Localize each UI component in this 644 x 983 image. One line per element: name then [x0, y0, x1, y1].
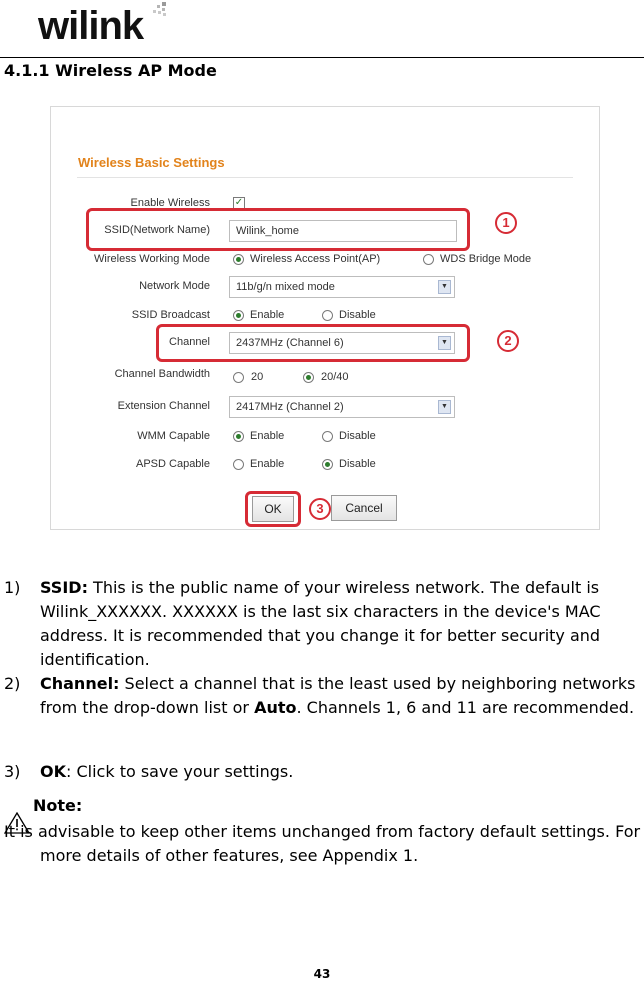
ssid-highlight	[86, 208, 470, 251]
term-channel: Channel:	[40, 674, 120, 693]
desc-ok: : Click to save your settings.	[66, 762, 294, 781]
network-mode-label: Network Mode	[139, 280, 210, 292]
wmm-row	[51, 426, 599, 448]
logo-wifi-dots-icon	[150, 2, 168, 20]
page-number: 43	[313, 967, 331, 981]
ext-channel-row	[51, 396, 599, 418]
logo-wordmark: wilink	[38, 4, 144, 48]
wmm-enable-radio[interactable]	[233, 431, 244, 442]
bandwidth-20-radio[interactable]	[233, 372, 244, 383]
marker-2: 2	[497, 330, 519, 352]
broadcast-enable-label: Enable	[250, 309, 285, 321]
enable-wireless-checkbox[interactable]: ✓	[234, 197, 244, 208]
section-title: 4.1.1 Wireless AP Mode	[4, 61, 217, 80]
header-divider	[0, 57, 644, 58]
bandwidth-2040-label: 20/40	[321, 371, 349, 383]
apsd-row	[51, 454, 599, 476]
apsd-disable-label: Disable	[339, 458, 376, 470]
list-number-1: 1)	[4, 578, 21, 597]
network-mode-value: 11b/g/n mixed mode	[236, 281, 335, 293]
network-mode-select[interactable]	[229, 276, 455, 298]
apsd-label: APSD Capable	[136, 458, 210, 470]
list-item-ok	[40, 760, 644, 784]
cancel-button[interactable]: Cancel	[331, 495, 397, 521]
list-number-2: 2)	[4, 674, 21, 693]
ext-channel-select[interactable]	[229, 396, 455, 418]
wireless-settings-title: Wireless Basic Settings	[78, 155, 225, 170]
ext-channel-label: Extension Channel	[117, 400, 210, 412]
broadcast-disable-label: Disable	[339, 309, 376, 321]
marker-1: 1	[495, 212, 517, 234]
wilink-logo	[38, 2, 168, 50]
list-number-3: 3)	[4, 762, 21, 781]
working-mode-row	[51, 249, 599, 271]
term-ssid: SSID:	[40, 578, 88, 597]
settings-screenshot	[50, 106, 600, 530]
chevron-down-icon: ▼	[438, 400, 451, 414]
title-divider	[77, 177, 573, 178]
apsd-enable-label: Enable	[250, 458, 285, 470]
broadcast-enable-radio[interactable]	[233, 310, 244, 321]
broadcast-disable-radio[interactable]	[322, 310, 333, 321]
ap-mode-label: Wireless Access Point(AP)	[250, 253, 381, 265]
bandwidth-label: Channel Bandwidth	[114, 368, 210, 380]
channel-label: Channel	[169, 336, 210, 348]
wds-mode-radio[interactable]	[423, 254, 434, 265]
term-ok: OK	[40, 762, 66, 781]
ok-button[interactable]: OK	[252, 496, 294, 522]
note-title: Note:	[33, 796, 83, 815]
channel-value: 2437MHz (Channel 6)	[236, 337, 344, 349]
working-mode-label: Wireless Working Mode	[94, 253, 210, 265]
wmm-enable-label: Enable	[250, 430, 285, 442]
bandwidth-20-label: 20	[251, 371, 264, 383]
wmm-label: WMM Capable	[137, 430, 210, 442]
marker-3: 3	[309, 498, 331, 520]
note-text: It is advisable to keep other items unchanged from factory default settings. For more details of other features, see Appendix 1.	[4, 822, 641, 865]
term-auto: Auto	[254, 698, 297, 717]
list-item-ssid	[40, 576, 644, 672]
ssid-input[interactable]: Wilink_home	[229, 220, 457, 242]
channel-highlight	[156, 324, 470, 362]
chevron-down-icon: ▼	[438, 336, 451, 350]
wds-mode-label: WDS Bridge Mode	[440, 253, 532, 265]
wmm-disable-label: Disable	[339, 430, 376, 442]
ssid-broadcast-label: SSID Broadcast	[131, 309, 210, 321]
ext-channel-value: 2417MHz (Channel 2)	[236, 401, 344, 413]
wmm-disable-radio[interactable]	[322, 431, 333, 442]
apsd-disable-radio[interactable]	[322, 459, 333, 470]
enable-wireless-label: Enable Wireless	[130, 197, 210, 209]
list-item-channel	[40, 672, 644, 720]
bandwidth-2040-radio[interactable]	[303, 372, 314, 383]
ssid-label: SSID(Network Name)	[104, 224, 210, 236]
desc-ssid: This is the public name of your wireless network. The default is Wilink_XXXXXX. XXXXXX is the last six characters in the device's MAC address. It is recommended that you change it for better security and identification.	[40, 578, 601, 669]
chevron-down-icon: ▼	[438, 280, 451, 294]
desc-channel-2: . Channels 1, 6 and 11 are recommended.	[296, 698, 635, 717]
apsd-enable-radio[interactable]	[233, 459, 244, 470]
ap-mode-radio[interactable]	[233, 254, 244, 265]
desc-channel: Select a channel that is the least used by neighboring networks from the drop-down list or	[40, 674, 636, 717]
bandwidth-row	[51, 364, 599, 386]
network-mode-row	[51, 276, 599, 298]
